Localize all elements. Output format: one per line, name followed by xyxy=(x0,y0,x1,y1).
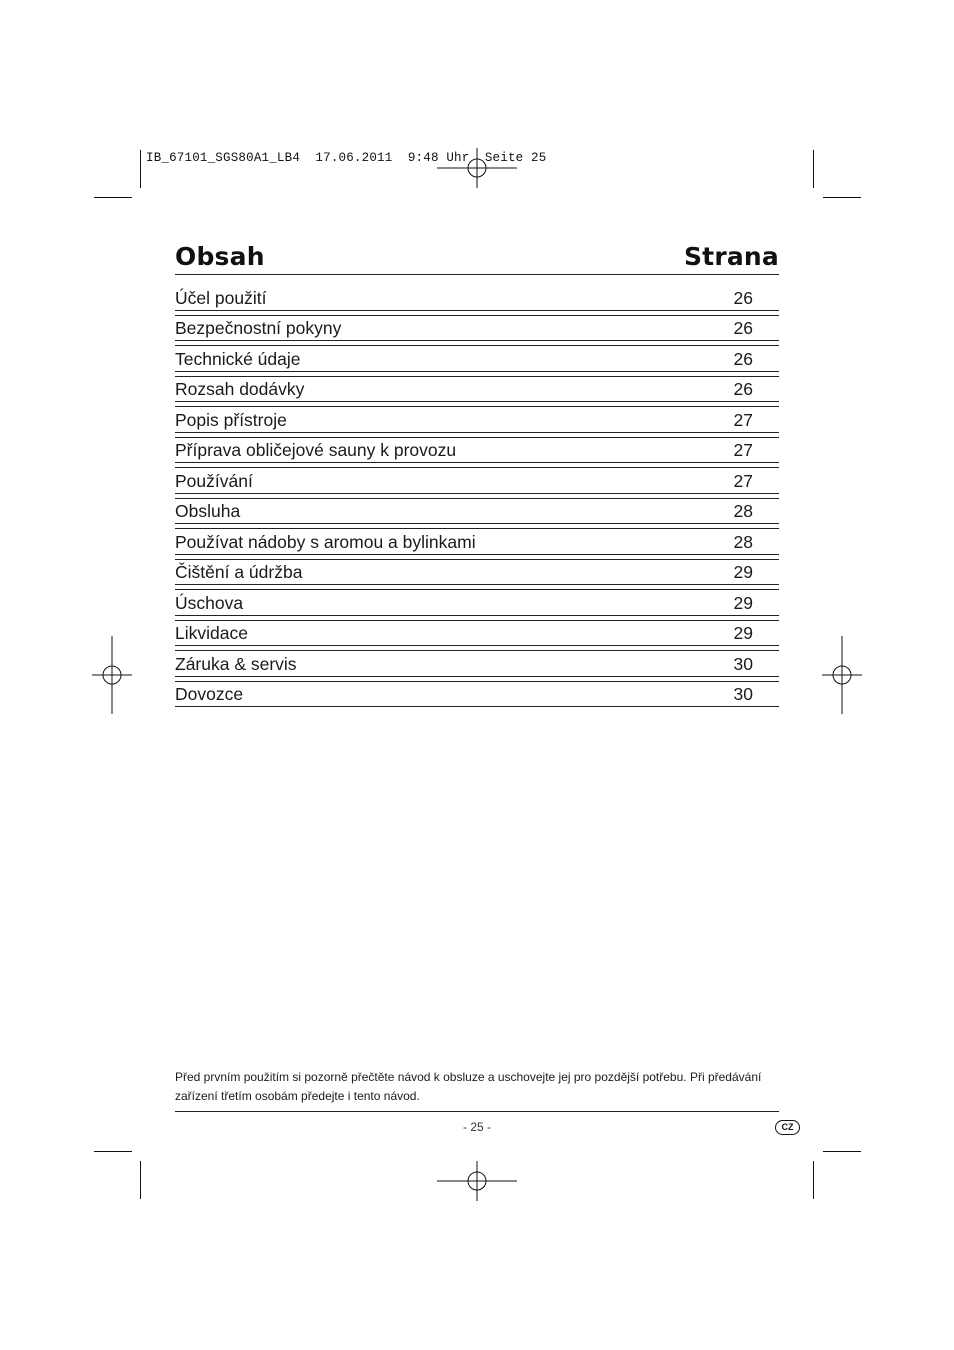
crop-mark xyxy=(94,1151,132,1152)
toc-entry xyxy=(175,616,779,647)
toc-entry-page: 27 xyxy=(733,440,753,460)
toc-entry-title: Záruka & servis xyxy=(175,653,297,674)
toc-entry xyxy=(175,433,779,464)
toc-entry-page: 30 xyxy=(733,653,753,674)
crop-mark xyxy=(140,1161,141,1199)
toc-entry xyxy=(175,463,779,494)
toc-entry-page: 27 xyxy=(733,470,753,491)
toc-entry-page: 29 xyxy=(733,562,753,582)
toc-heading-row xyxy=(175,238,779,276)
page-column-heading: Strana xyxy=(683,242,779,271)
toc-entry xyxy=(175,311,779,342)
toc-entry-page: 28 xyxy=(733,531,753,552)
toc-entry-title: Účel použití xyxy=(175,287,267,308)
toc-entry xyxy=(175,524,779,555)
toc-entry-page: 26 xyxy=(733,348,753,369)
contents-heading: Obsah xyxy=(175,242,265,271)
toc-entry xyxy=(175,677,779,708)
toc-entry-page: 30 xyxy=(733,684,753,704)
crop-mark xyxy=(140,150,141,188)
crop-mark xyxy=(813,1161,814,1199)
toc-entry xyxy=(175,555,779,586)
toc-entry-title: Popis přístroje xyxy=(175,409,287,430)
toc-entry xyxy=(175,494,779,525)
footer-note-line: zařízení třetím osobám předejte i tento návod. xyxy=(175,1089,420,1103)
toc-entry-title: Dovozce xyxy=(175,684,244,704)
toc-entry-title: Používání xyxy=(175,470,253,491)
page-number: - 25 - xyxy=(462,1120,491,1134)
divider xyxy=(175,274,779,275)
language-badge: CZ xyxy=(775,1120,800,1135)
toc-entry-page: 29 xyxy=(733,592,753,613)
print-slug: IB_67101_SGS80A1_LB4 17.06.2011 9:48 Uhr Seite 25 xyxy=(146,151,547,165)
toc-entry-title: Obsluha xyxy=(175,501,241,521)
toc-entry-page: 27 xyxy=(733,409,753,430)
toc-entry xyxy=(175,280,779,311)
footer-note xyxy=(175,1068,779,1106)
toc-entry-title: Bezpečnostní pokyny xyxy=(175,318,342,338)
toc-entry xyxy=(175,372,779,403)
toc-entry xyxy=(175,585,779,616)
toc-entry-title: Úschova xyxy=(175,592,244,613)
toc-entry-title: Čištění a údržba xyxy=(175,562,303,582)
registration-mark-icon xyxy=(822,636,862,714)
footer-note-line: Před prvním použitím si pozorně přečtěte návod k obsluze a uschovejte jej pro pozdější potřebu. Při předávání xyxy=(175,1070,762,1084)
crop-mark xyxy=(823,1151,861,1152)
toc-entry-page: 26 xyxy=(733,379,753,399)
toc-entry-title: Likvidace xyxy=(175,623,248,643)
table-of-contents xyxy=(175,274,779,707)
toc-entry-title: Příprava obličejové sauny k provozu xyxy=(175,440,457,460)
divider xyxy=(175,1111,779,1112)
toc-entry xyxy=(175,341,779,372)
toc-entry xyxy=(175,646,779,677)
crop-mark xyxy=(823,197,861,198)
toc-entry-page: 26 xyxy=(733,287,753,308)
toc-entry xyxy=(175,402,779,433)
toc-entry-page: 26 xyxy=(733,318,753,338)
crop-mark xyxy=(813,150,814,188)
toc-entry-page: 29 xyxy=(733,623,753,643)
registration-mark-icon xyxy=(437,1161,517,1201)
registration-mark-icon xyxy=(437,148,517,188)
toc-entry-title: Používat nádoby s aromou a bylinkami xyxy=(175,531,476,552)
registration-mark-icon xyxy=(92,636,132,714)
toc-entry-title: Rozsah dodávky xyxy=(175,379,305,399)
toc-entry-title: Technické údaje xyxy=(175,348,301,369)
toc-entry-page: 28 xyxy=(733,501,753,521)
crop-mark xyxy=(94,197,132,198)
